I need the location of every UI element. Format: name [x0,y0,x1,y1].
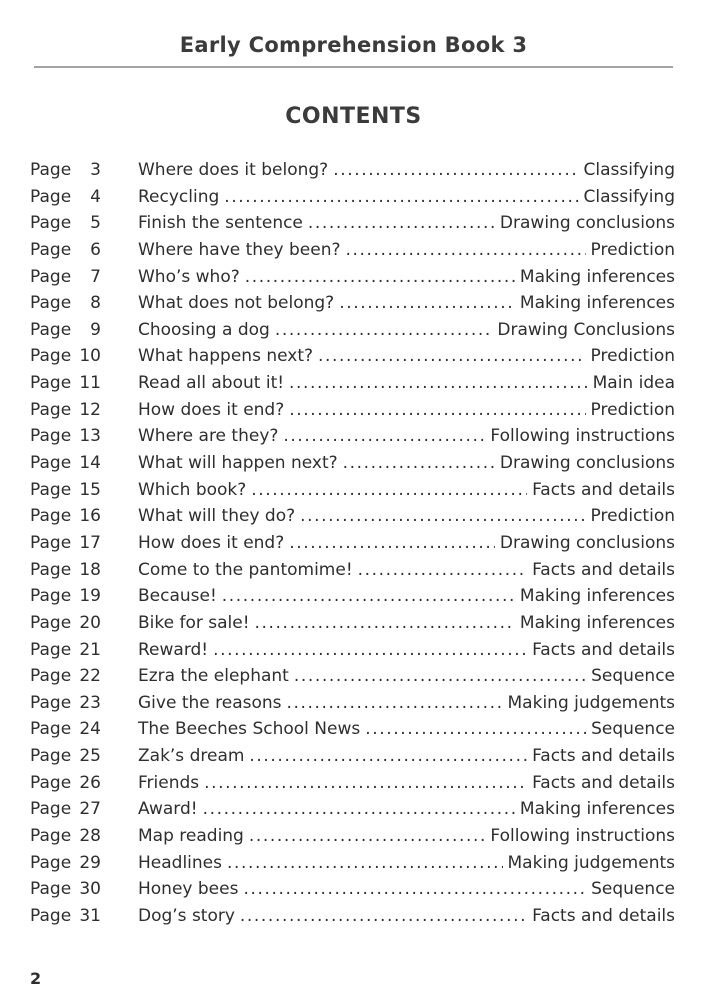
page-number: 22 [79,666,101,687]
page-number: 31 [79,905,101,926]
page-number: 21 [79,639,101,660]
page-word: Page [30,612,72,633]
dot-leader [255,610,515,637]
entry-skill: Making inferences [519,612,675,633]
entry-skill: Facts and details [532,772,675,793]
entry-title: Zak’s dream [138,746,245,767]
entry-skill: Prediction [590,346,675,367]
dot-leader [287,690,503,717]
entry-title: Honey bees [138,879,239,900]
dot-leader [343,450,495,477]
header-divider [34,66,673,68]
page-number: 17 [79,532,101,553]
entry-title: Where are they? [138,426,279,447]
page-word: Page [30,213,72,234]
entry-skill: Following instructions [490,426,675,447]
entry-skill: Sequence [591,666,675,687]
folio-page-number: 2 [30,969,42,988]
entry-skill: Prediction [590,506,675,527]
entry-title: How does it end? [138,532,285,553]
entry-title: Where does it belong? [138,160,329,180]
page-number: 30 [79,879,101,900]
entry-skill: Drawing conclusions [499,213,675,234]
toc-entry [30,530,675,557]
toc-entry [30,264,675,291]
toc-entry [30,370,675,397]
entry-skill: Main idea [592,373,675,394]
dot-leader [339,290,515,317]
entry-title: Come to the pantomime! [138,559,353,580]
page-word: Page [30,799,72,820]
entry-title: Map reading [138,826,244,847]
dot-leader [283,423,485,450]
dot-leader [358,557,527,584]
entry-title: What happens next? [138,346,314,367]
toc-entry [30,743,675,770]
page-word: Page [30,319,72,340]
page-number: 29 [79,852,101,873]
entry-title: Friends [138,772,200,793]
dot-leader [222,583,515,610]
page-word: Page [30,160,72,180]
toc-entry [30,823,675,850]
page-word: Page [30,453,72,474]
page-number: 19 [79,586,101,607]
page-number: 4 [90,186,101,207]
entry-title: Dog’s story [138,905,235,926]
toc-entry [30,557,675,584]
dot-leader [289,370,588,397]
page-number: 3 [90,160,101,180]
dot-leader [203,796,515,823]
dot-leader [318,343,586,370]
dot-leader [308,210,495,237]
entry-title: What will they do? [138,506,296,527]
toc-entry [30,477,675,504]
page-number: 12 [79,399,101,420]
dot-leader [245,264,515,291]
page-number: 18 [79,559,101,580]
entry-skill: Drawing conclusions [499,453,675,474]
page-number: 5 [90,213,101,234]
toc-entry [30,157,675,184]
page-word: Page [30,879,72,900]
toc-entry [30,503,675,530]
page-number: 16 [79,506,101,527]
page-number: 26 [79,772,101,793]
dot-leader [251,477,527,504]
entry-skill: Classifying [583,186,675,207]
page-word: Page [30,852,72,873]
toc-entry [30,450,675,477]
entry-skill: Making inferences [519,293,675,314]
dot-leader [213,637,527,664]
entry-title: Which book? [138,479,247,500]
dot-leader [227,850,503,877]
page-word: Page [30,346,72,367]
entry-title: Ezra the elephant [138,666,289,687]
contents-heading: CONTENTS [285,104,422,129]
dot-leader [240,903,527,930]
toc-entry [30,796,675,823]
entry-title: Where have they been? [138,239,341,260]
dot-leader [204,770,527,797]
toc-entry [30,610,675,637]
contents-list [30,157,675,930]
page-word: Page [30,506,72,527]
entry-skill: Making inferences [519,266,675,287]
dot-leader [249,823,486,850]
page-number: 13 [79,426,101,447]
entry-skill: Making inferences [519,586,675,607]
dot-leader [365,716,586,743]
page-word: Page [30,905,72,926]
page-word: Page [30,559,72,580]
page-number: 20 [79,612,101,633]
entry-title: Bike for sale! [138,612,250,633]
page-number: 15 [79,479,101,500]
page-word: Page [30,239,72,260]
dot-leader [346,237,586,264]
entry-skill: Facts and details [532,746,675,767]
toc-entry [30,237,675,264]
dot-leader [275,317,493,344]
page-word: Page [30,639,72,660]
entry-skill: Sequence [591,879,675,900]
toc-entry [30,903,675,930]
page-number: 10 [79,346,101,367]
page-number: 14 [79,453,101,474]
entry-skill: Facts and details [532,479,675,500]
entry-title: Reward! [138,639,209,660]
page-word: Page [30,586,72,607]
dot-leader [249,743,527,770]
entry-title: The Beeches School News [138,719,361,740]
dot-leader [224,184,578,211]
page-word: Page [30,719,72,740]
entry-title: What will happen next? [138,453,338,474]
entry-skill: Sequence [591,719,675,740]
page-word: Page [30,399,72,420]
page-word: Page [30,266,72,287]
toc-entry [30,423,675,450]
dot-leader [289,397,585,424]
entry-skill: Making inferences [519,799,675,820]
toc-entry [30,210,675,237]
toc-entry [30,637,675,664]
entry-title: Give the reasons [138,692,282,713]
page-number: 25 [79,746,101,767]
page-number: 9 [90,319,101,340]
dot-leader [289,530,495,557]
page-word: Page [30,746,72,767]
entry-skill: Following instructions [490,826,675,847]
page-number: 6 [90,239,101,260]
book-title: Early Comprehension Book 3 [179,33,528,57]
entry-skill: Prediction [590,399,675,420]
entry-title: Finish the sentence [138,213,303,234]
page-word: Page [30,772,72,793]
page-number: 11 [79,373,101,394]
entry-title: Award! [138,799,198,820]
page-word: Page [30,426,72,447]
dot-leader [333,157,578,184]
page-word: Page [30,373,72,394]
page-word: Page [30,186,72,207]
toc-entry [30,716,675,743]
entry-title: Who’s who? [138,266,240,287]
entry-skill: Making judgements [507,852,675,873]
page-number: 27 [79,799,101,820]
page-word: Page [30,532,72,553]
entry-skill: Drawing conclusions [499,532,675,553]
toc-entry [30,663,675,690]
entry-skill: Drawing Conclusions [497,319,675,340]
entry-skill: Facts and details [532,639,675,660]
page-word: Page [30,666,72,687]
toc-entry [30,690,675,717]
toc-entry [30,290,675,317]
page-number: 8 [90,293,101,314]
dot-leader [300,503,585,530]
page-word: Page [30,479,72,500]
toc-entry [30,343,675,370]
toc-entry [30,876,675,903]
page-number: 28 [79,826,101,847]
page-word: Page [30,826,72,847]
entry-skill: Facts and details [532,905,675,926]
entry-title: How does it end? [138,399,285,420]
toc-entry [30,317,675,344]
entry-title: Read all about it! [138,373,285,394]
entry-title: Recycling [138,186,220,207]
entry-title: Choosing a dog [138,319,270,340]
page-word: Page [30,692,72,713]
entry-skill: Prediction [590,239,675,260]
entry-skill: Classifying [583,160,675,180]
dot-leader [294,663,586,690]
page-word: Page [30,293,72,314]
page-number: 7 [90,266,101,287]
page-number: 24 [79,719,101,740]
entry-skill: Facts and details [532,559,675,580]
entry-skill: Making judgements [507,692,675,713]
toc-entry [30,850,675,877]
toc-entry [30,770,675,797]
entry-title: What does not belong? [138,293,335,314]
page-number: 23 [79,692,101,713]
entry-title: Headlines [138,852,222,873]
toc-entry [30,397,675,424]
toc-entry [30,583,675,610]
toc-entry [30,184,675,211]
dot-leader [243,876,586,903]
entry-title: Because! [138,586,217,607]
